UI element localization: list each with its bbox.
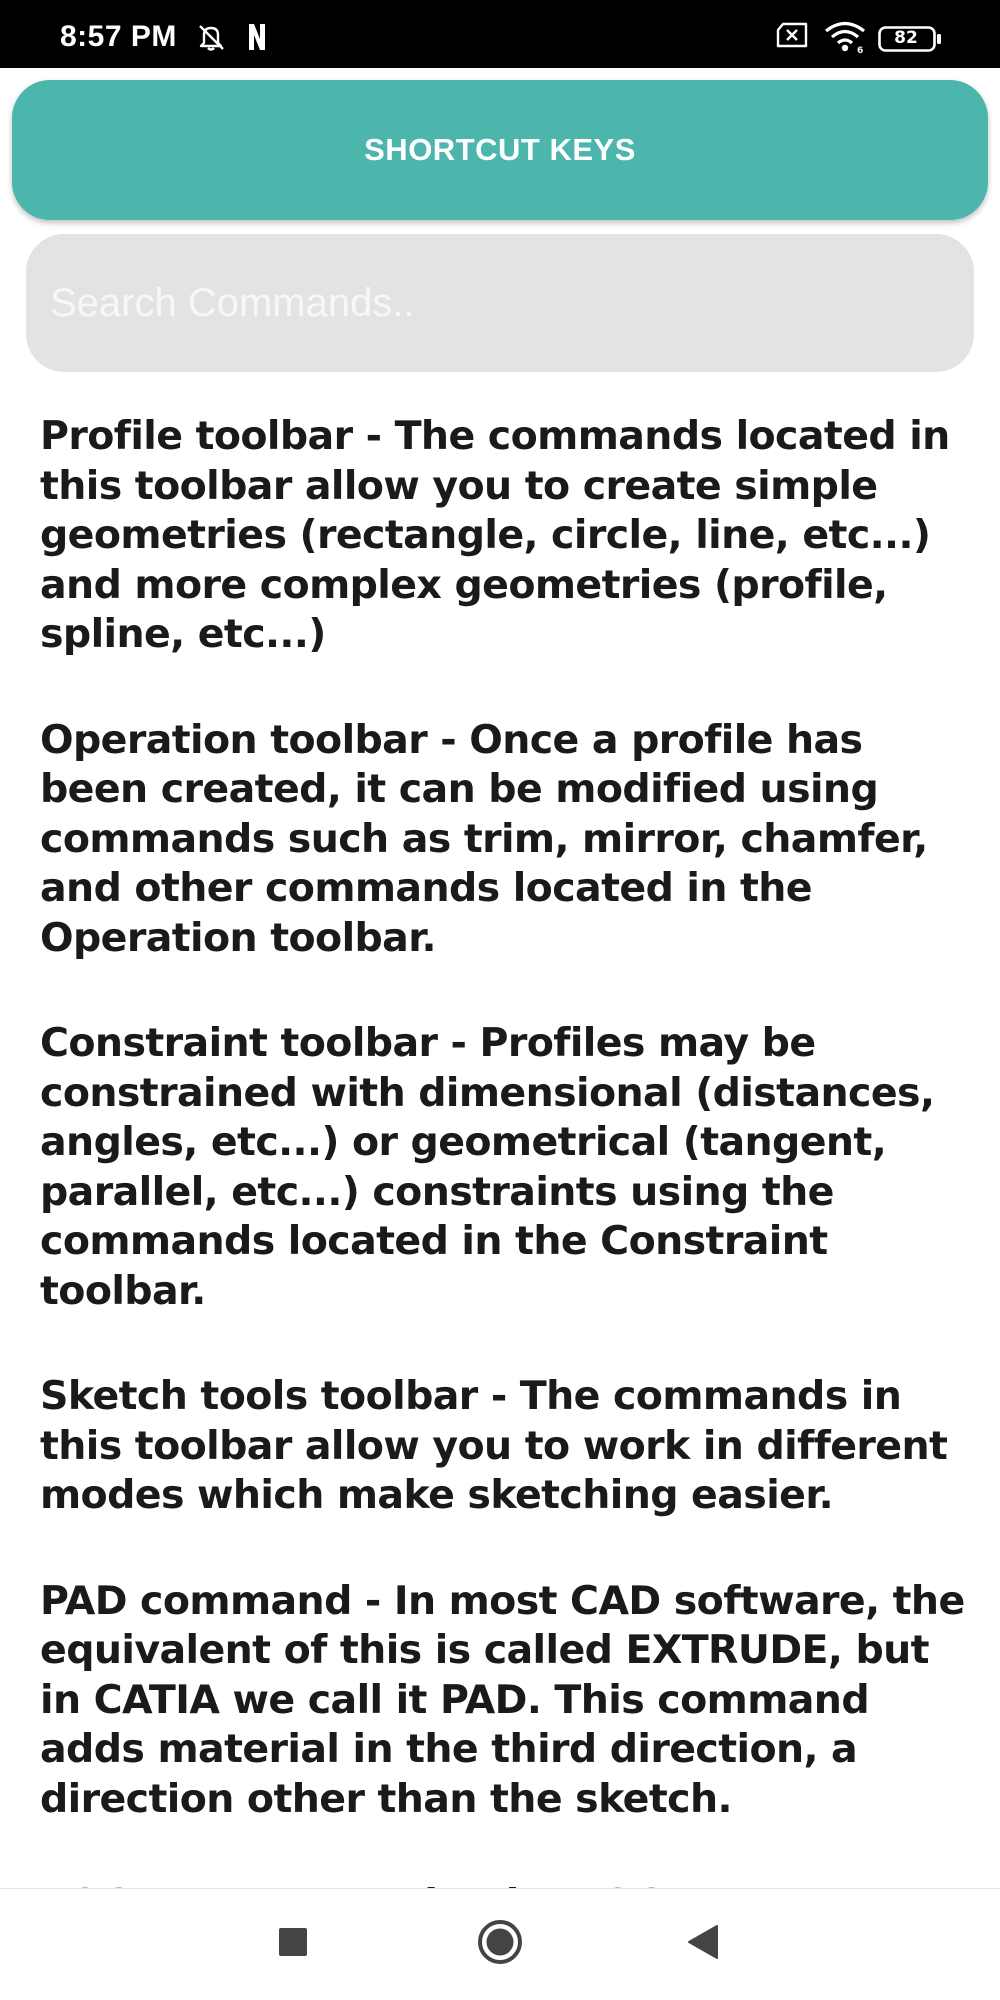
- home-button[interactable]: [440, 1889, 560, 2000]
- sim-x-icon: [775, 22, 809, 53]
- command-description: Sketch tools toolbar - The commands in this toolbar allow you to work in different modes which make sketching easier.: [40, 1373, 948, 1518]
- bell-muted-icon: [196, 22, 226, 57]
- back-icon: [686, 1924, 720, 1965]
- command-description: PAD command - In most CAD software, the equivalent of this is called EXTRUDE, but in CATIA we call it PAD. This command adds material in the third direction, a direction other than the sketch.: [40, 1577, 965, 1822]
- svg-text:6: 6: [857, 46, 864, 56]
- recent-apps-button[interactable]: [233, 1889, 353, 2000]
- command-description: Operation toolbar - Once a profile has been created, it can be modified using commands such as trim, mirror, chamfer, and other commands located in the Operation toolbar.: [40, 716, 928, 961]
- search-input[interactable]: [48, 280, 974, 327]
- status-time: 8:57 PM: [60, 20, 177, 53]
- command-description: Constraint toolbar - Profiles may be constrained with dimensional (distances, angles, etc...) or geometrical (tangent, parallel, etc...) constraints using the commands located in the Constraint toolbar.: [40, 1020, 935, 1314]
- recent-apps-icon: [277, 1926, 309, 1963]
- n-notification-icon: [246, 22, 268, 57]
- app-header: [12, 80, 988, 220]
- back-button[interactable]: [643, 1889, 763, 2000]
- wifi-icon: [824, 20, 868, 59]
- navigation-bar: [0, 1889, 1000, 2000]
- status-bar: [0, 0, 1000, 68]
- battery-level: 82: [894, 28, 918, 48]
- command-description: Profile toolbar - The commands located in this toolbar allow you to create simple geometries (rectangle, circle, line, etc...) and more complex geometries (profile, spline, etc...): [40, 413, 950, 657]
- home-icon: [476, 1918, 524, 1971]
- commands-list[interactable]: [40, 412, 970, 1888]
- page-title: SHORTCUT KEYS: [364, 132, 636, 167]
- search-box[interactable]: [26, 234, 974, 372]
